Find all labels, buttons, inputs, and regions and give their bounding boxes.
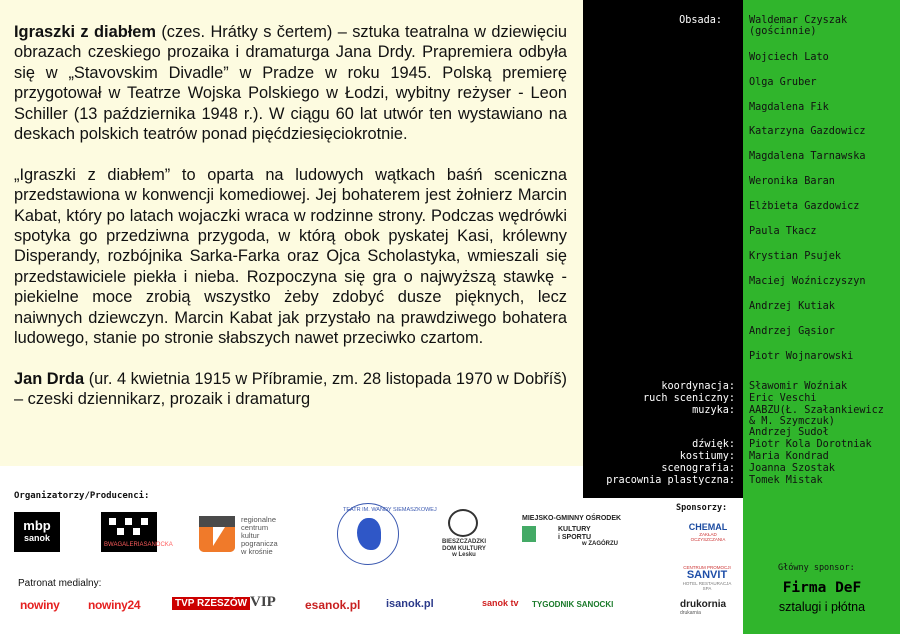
- galeria-square: [133, 528, 140, 535]
- crew-role: muzyka:: [692, 405, 735, 416]
- coat-of-arms-icon: [522, 526, 536, 542]
- galeria-square: [141, 518, 148, 525]
- crew-role: pracownia plastyczna:: [606, 475, 735, 486]
- crew-name: Sławomir Woźniak: [749, 381, 848, 392]
- cast-member: Andrzej Kutiak: [749, 301, 835, 312]
- sponsors-title: Sponsorzy:: [676, 503, 728, 513]
- sanok-tv-logo: sanok tv: [482, 598, 519, 608]
- drukornia-logo: [680, 599, 732, 621]
- cast-member: Paula Tkacz: [749, 226, 817, 237]
- mgok-mid-text: KULTURY i SPORTU: [558, 526, 592, 541]
- description-paragraph-3: [14, 369, 567, 410]
- chemal-name: CHEMAL: [688, 522, 728, 532]
- crew-name: Piotr Kola Dorotniak: [749, 439, 872, 450]
- esanok-logo: esanok.pl: [305, 598, 361, 612]
- sanvit-logo: [678, 565, 736, 591]
- drukornia-sub: drukarnia: [680, 610, 701, 616]
- cast-member: Krystian Psujek: [749, 251, 842, 262]
- nowiny-logo: nowiny: [20, 598, 60, 612]
- crew-role: koordynacja:: [661, 381, 735, 392]
- vip-logo: VIP: [250, 594, 276, 610]
- crew-role: scenografia:: [661, 463, 735, 474]
- sanvit-name: SANVIT: [686, 569, 728, 581]
- cast-member: Wojciech Lato: [749, 52, 829, 63]
- teatr-wandy-siemaszkowej-logo: [337, 503, 437, 565]
- mgok-top-text: MIEJSKO-GMINNY OŚRODEK: [522, 515, 622, 522]
- author-name: Jan Drda: [14, 369, 85, 388]
- mgoks-zagorz-logo: [522, 515, 622, 551]
- crew-role: kostiumy:: [679, 451, 735, 462]
- sanvit-bottom: HOTEL RESTAURACJA SPA: [682, 581, 732, 591]
- drukornia-name: drukornia: [680, 599, 727, 610]
- description-panel: [0, 0, 583, 466]
- play-title: Igraszki z diabłem: [14, 23, 156, 41]
- tvp-rzeszow-logo: TVP RZESZÓW: [172, 597, 250, 610]
- isanok-logo: isanok.pl: [386, 598, 434, 610]
- mbp-sanok-logo: [14, 512, 60, 552]
- media-patrons-title: Patronat medialny:: [18, 578, 102, 589]
- profile-icon: [357, 518, 381, 550]
- main-sponsor-title: Główny sponsor:: [778, 563, 855, 573]
- cast-member: Piotr Wojnarowski: [749, 351, 854, 362]
- organizers-title: Organizatorzy/Producenci:: [14, 491, 150, 501]
- galeria-square: [109, 518, 116, 525]
- main-sponsor-subtitle: sztalugi i płótna: [778, 600, 866, 614]
- cast-member: Weronika Baran: [749, 176, 835, 187]
- wanda-rim-text: TEATR IM. WANDY SIEMASZKOWEJ: [343, 507, 437, 513]
- names-panel: [743, 0, 900, 634]
- cast-member: Magdalena Tarnawska: [749, 151, 866, 162]
- cast-member: Elżbieta Gazdowicz: [749, 201, 860, 212]
- crew-name: Maria Kondrad: [749, 451, 829, 462]
- mbp-logo-text: mbp: [23, 518, 51, 533]
- bdk-mark-icon: [448, 509, 478, 537]
- cast-member: Olga Gruber: [749, 77, 817, 88]
- cast-member: Maciej Woźniczyszyn: [749, 276, 866, 287]
- description-paragraph-2: „Igraszki z diabłem” to oparta na ludowych wątkach baśń sceniczna przedstawiona w konwencji komediowej. Jej bohaterem jest żołnierz Marcin Kabat, który po latach wojaczki wraca w rodzinne strony. Podczas wędrówki spotyka go przedziwna przygoda, w którą obok pyskatej Kasi, królewny Disperandy, rozbójnika Sarka-Farka oraz Ojca Scholastyka, wmieszali się przedstawiciele piekła i nieba. Rozpoczyna się gra o najwyższą stawkę - piekielne moce zrobią wszystko żeby zdobyć dusze pięknych, lecz naiwnych dziewczyn. Marcin Kabat jak przystało na prawdziwego bohatera ludowego, stanie po stronie słabszych nawet przeciwko czartom.: [14, 165, 567, 348]
- crew-name: Joanna Szostak: [749, 463, 835, 474]
- cast-panel: [583, 0, 743, 498]
- cast-member: Waldemar Czyszak (gościnnie): [749, 15, 848, 37]
- rck-text: regionalne centrum kultur pogranicza w krośnie: [241, 515, 278, 556]
- bdk-lesko-logo: [438, 509, 490, 557]
- paragraph-3-text: (ur. 4 kwietnia 1915 w Příbramie, zm. 28 listopada 1970 w Dobříš) – czeski dziennikarz, prozaik i dramaturg: [14, 369, 568, 409]
- crew-name: Tomek Mistak: [749, 475, 823, 486]
- crew-name: AABZU(Ł. Szałankiewicz & M. Szymczuk) Andrzej Sudoł: [749, 405, 884, 438]
- chemal-sub: ZAKŁAD OCZYSZCZANIA: [690, 532, 726, 542]
- chemal-logo: [683, 522, 733, 562]
- galeria-square: [125, 518, 132, 525]
- main-sponsor-name: Firma DeF: [782, 580, 862, 596]
- mgok-bot-text: w ZAGÓRZU: [582, 541, 618, 547]
- cast-member: Katarzyna Gazdowicz: [749, 126, 866, 137]
- galeria-square: [117, 528, 124, 535]
- rck-mark-icon: [199, 516, 235, 552]
- crew-name: Eric Veschi: [749, 393, 817, 404]
- tygodnik-sanocki-logo: TYGODNIK SANOCKI: [532, 600, 614, 609]
- nowiny24-logo: nowiny24: [88, 598, 141, 612]
- crew-role: dźwięk:: [692, 439, 735, 450]
- cast-label: Obsada:: [679, 15, 722, 26]
- crew-role: ruch sceniczny:: [642, 393, 735, 404]
- bwa-galeria-logo: [101, 512, 173, 552]
- description-paragraph-1: [14, 22, 567, 144]
- bdk-text: BIESZCZADZKI DOM KULTURY w Lesku: [442, 539, 486, 558]
- cast-member: Andrzej Gąsior: [749, 326, 835, 337]
- sanvit-top: CENTRUM PROMOCJI: [683, 565, 731, 570]
- mbp-logo-subtext: sanok: [23, 533, 50, 543]
- paragraph-1-text: (czes. Hrátky s čertem) – sztuka teatralna w dziewięciu obrazach czeskiego prozaika i dramaturga Jana Drdy. Prapremiera odbyła się w „Stavovskim Divadle” w Pradze w roku 1945. Polską premierę przygotował w Teatrze Wojska Polskiego w Łodzi, wybitny reżyser - Leon Schiller (13 października 1948 r.). W ciągu 60 lat utwór ten wystawiano na deskach polskich teatrów ponad pięćdziesięciokrotnie.: [14, 23, 567, 144]
- galeria-label: BWAGALERIASANOCKA: [104, 542, 173, 548]
- cast-member: Magdalena Fik: [749, 102, 829, 113]
- rck-krosno-logo: [199, 516, 299, 556]
